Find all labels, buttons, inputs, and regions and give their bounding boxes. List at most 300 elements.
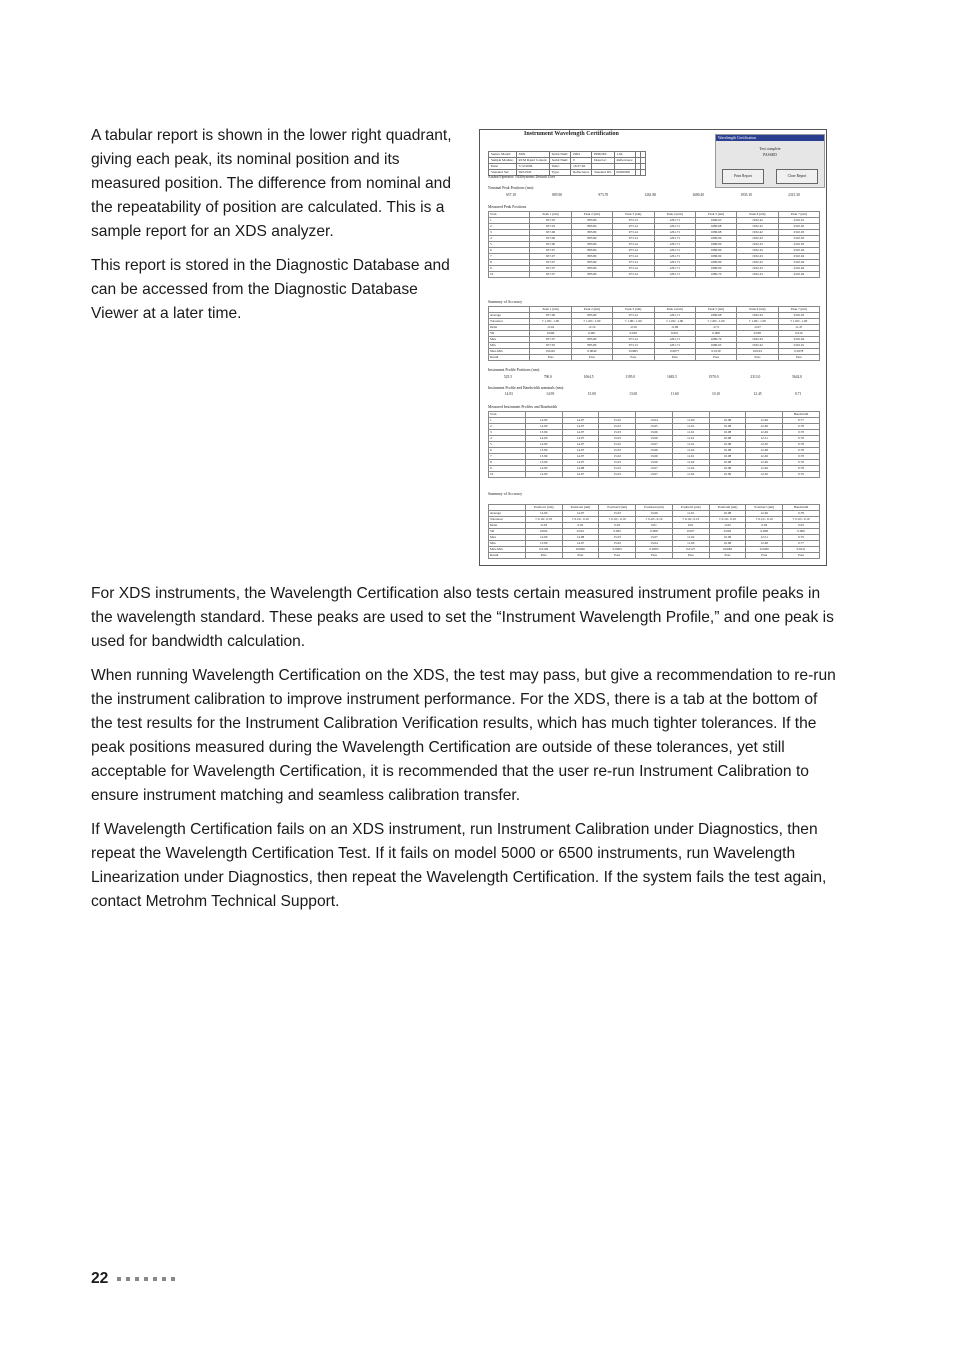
accuracy2-cell: 0.002 (709, 529, 746, 535)
accuracy2-cell: SD (489, 529, 526, 535)
profile-cell: 0.79 (783, 472, 820, 478)
measured-cell: 885.80 (571, 218, 612, 224)
measured-cell: Peak 5 (nm) (695, 212, 736, 218)
measured-cell: 973.14 (613, 260, 654, 266)
accuracy-cell: 1932.43 (737, 337, 778, 343)
accuracy2-cell: 0.0211 (783, 547, 820, 553)
dialog-title-bar: Wavelength Certification (716, 135, 824, 141)
accuracy2-cell: 0.008 (746, 529, 783, 535)
measured-cell: 9 (489, 266, 530, 272)
accuracy2-cell: 0.01 (672, 523, 709, 529)
measured-cell: 1680.70 (695, 272, 736, 278)
measured-cell: 1 (489, 218, 530, 224)
measured-cell: Peak 3 (nm) (613, 212, 654, 218)
profile-accuracy-table (488, 504, 820, 559)
measured-cell: 885.80 (571, 224, 612, 230)
profile-cell: 11.61 (672, 424, 709, 430)
accuracy2-cell: Delta (489, 523, 526, 529)
measured-cell: 1261.71 (654, 236, 695, 242)
accuracy-cell: 1932.43 (737, 313, 778, 319)
accuracy-cell: 1261.71 (654, 343, 695, 349)
profile-cell: 14.00 (525, 442, 562, 448)
accuracy2-cell: Position5 (nm) (672, 505, 709, 511)
profile-cell: 15.03 (599, 436, 636, 442)
measured-cell: 885.80 (571, 248, 612, 254)
accuracy2-cell: 0.0082 (709, 547, 746, 553)
accuracy-cell: Peak 5 (nm) (695, 307, 736, 313)
info-cell: Date: (489, 164, 517, 170)
profile-cell: 15.03 (599, 424, 636, 430)
accuracy-cell: -0.47 (778, 325, 819, 331)
profile-cell: 13.67 (636, 466, 673, 472)
profile-cell: 2 (489, 424, 526, 430)
info-cell: Reflectance (571, 170, 592, 176)
measured-cell: 973.14 (613, 248, 654, 254)
accuracy2-cell: Pass (746, 553, 783, 559)
profile-cell: 11.62 (672, 460, 709, 466)
profile-cell: 10.08 (709, 466, 746, 472)
info-row (489, 158, 646, 164)
accuracy-cell: 0.008 (695, 331, 736, 337)
accuracy-cell: -0.56 (613, 325, 654, 331)
accuracy2-cell: -0.03 (525, 523, 562, 529)
accuracy2-cell: 14.97 (562, 541, 599, 547)
profile-cell: 6 (489, 448, 526, 454)
profile-cell: 14.97 (562, 436, 599, 442)
measured-cell: 973.14 (613, 242, 654, 248)
profile-cell: 14.00 (525, 472, 562, 478)
info-cell: 7/12/2006 (516, 164, 549, 170)
profile-cell: 15.02 (599, 418, 636, 424)
profile-cell: 13.66 (636, 454, 673, 460)
accuracy2-cell: 13.67 (636, 535, 673, 541)
profile-value: 2313.0 (750, 375, 761, 379)
measured-cell: 2310.03 (778, 230, 819, 236)
accuracy2-cell: 13.99 (525, 541, 562, 547)
profile-cell: 14.00 (525, 466, 562, 472)
certification-dialog (715, 134, 825, 188)
bandwidth-value: 15.00 (587, 392, 596, 396)
accuracy-cell: Min (489, 343, 530, 349)
accuracy-cell: 973.13 (613, 343, 654, 349)
measured-cell: 2310.04 (778, 266, 819, 272)
measured-cell: 1932.43 (737, 236, 778, 242)
accuracy-cell: 0.001 (654, 331, 695, 337)
info-cell: Sample Module: (489, 158, 517, 164)
profile-cell: 14.97 (562, 454, 599, 460)
profile-cell: 10.08 (709, 436, 746, 442)
accuracy-cell: 0.0163 (737, 349, 778, 355)
profile-cell: 15.03 (599, 448, 636, 454)
accuracy2-cell: 10.08 (709, 541, 746, 547)
accuracy2-cell: ± 0.10/- 0.10 (562, 517, 599, 523)
accuracy-cell: Average (489, 313, 530, 319)
info-cell: 0 (571, 158, 592, 164)
accuracy2-cell: 15.03 (599, 535, 636, 541)
accuracy-cell: SD (489, 331, 530, 337)
measured-cell: 2310.04 (778, 260, 819, 266)
measured-row (489, 272, 820, 278)
profile-cell: 14.00 (525, 418, 562, 424)
profile-cell: 14.97 (562, 472, 599, 478)
measured-cell: 973.14 (613, 266, 654, 272)
accuracy2-cell: ± 0.10/- 0.10 (709, 517, 746, 523)
info-cell: 0004 (571, 152, 592, 158)
body-paragraph-1: For XDS instruments, the Wavelength Certification also tests certain measured instrument profile peaks in the wavelength standard. These peaks are used to set the “Instrument Wavelength Profile,” and one peak is used for bandwidth calculation. (91, 585, 834, 650)
nominal-value: 1680.40 (692, 193, 705, 197)
measured-cell: 1680.69 (695, 254, 736, 260)
body-paragraph-2: When running Wavelength Certification on the XDS, the test may pass, but give a recommendation to re-run the instrument calibration to improve instrument performance. For the XDS, there is a tab at the bottom of the test results for the Instrument Calibration Verification results, which has much tighter tolerances. If the peak positions measured during the Wavelength Certification are outside of these tolerances, yet still acceptable for Wavelength Certification, it is recommended that the user re-run Instrument Calibration to ensure instrument matching and seamless calibration transfer. (91, 667, 836, 804)
profile-cell: 11.61 (672, 436, 709, 442)
accuracy2-cell: 0.002 (599, 529, 636, 535)
accuracy-cell: 657.06 (530, 313, 571, 319)
measured-cell: 1261.71 (654, 242, 695, 248)
profile-cell: 0.78 (783, 436, 820, 442)
measured-cell: 1261.71 (654, 218, 695, 224)
profile-cell: 14.00 (525, 424, 562, 430)
bandwidth-value: 14.03 (504, 392, 513, 396)
print-report-button[interactable]: Print Report (722, 169, 764, 184)
accuracy-cell: 0.0278 (778, 349, 819, 355)
profile-cell: 12.50 (746, 472, 783, 478)
profile-cell: 14.97 (562, 448, 599, 454)
measured-cell: 8 (489, 260, 530, 266)
accuracy-cell: 2310.03 (778, 313, 819, 319)
accuracy2-cell: 13.64 (636, 541, 673, 547)
profile-cell: 10.08 (709, 448, 746, 454)
profile-cell: 0.78 (783, 430, 820, 436)
measured-cell: 1932.43 (737, 248, 778, 254)
accuracy2-cell: ± 0.10/- 0.10 (599, 517, 636, 523)
profile-value: 5642.0 (792, 375, 802, 379)
profile-cell: 13.67 (636, 472, 673, 478)
accuracy2-cell: 11.62 (672, 535, 709, 541)
profile-cell: 13.99 (525, 454, 562, 460)
accuracy2-heading: Summary of Accuracy (488, 492, 523, 496)
profile-cell: 15.02 (599, 454, 636, 460)
accuracy2-cell: 0.01 (636, 523, 673, 529)
profile-cell: 14.00 (525, 436, 562, 442)
measured-cell: 973.14 (613, 224, 654, 230)
measured-cell: 2 (489, 224, 530, 230)
info-cell: RCM Rapid Content (516, 158, 549, 164)
accuracy2-cell: 0.03 (783, 523, 820, 529)
profile-cell: 10.08 (709, 454, 746, 460)
profile-cell: 9 (489, 466, 526, 472)
accuracy2-row (489, 505, 820, 511)
accuracy2-cell: Pass (672, 553, 709, 559)
measured-cell: 657.06 (530, 230, 571, 236)
profile-cell: 10 (489, 472, 526, 478)
info-cell: Serial Num: (549, 152, 570, 158)
profile-cell: 14.97 (562, 424, 599, 430)
measured-cell: 1261.71 (654, 266, 695, 272)
nominal-value: 657.10 (506, 193, 516, 197)
measured-cell: 5 (489, 242, 530, 248)
profile-cell: 0.78 (783, 466, 820, 472)
accuracy-cell: Pass (654, 355, 695, 361)
accuracy-cell: ± 1.00/- 1.00 (778, 319, 819, 325)
measured-cell: 1261.71 (654, 254, 695, 260)
accuracy2-cell: 11.61 (672, 511, 709, 517)
accuracy2-cell: 12.49 (746, 511, 783, 517)
accuracy2-cell: Result (489, 553, 526, 559)
accuracy2-cell: 12.48 (746, 541, 783, 547)
accuracy2-row (489, 553, 820, 559)
measured-cell: 1261.71 (654, 272, 695, 278)
footer-dots (117, 1277, 175, 1281)
info-cell: Standard ID: (592, 170, 614, 176)
accuracy2-cell: Max (489, 535, 526, 541)
accuracy2-cell: ± 0.10/- 0.10 (636, 517, 673, 523)
measured-cell: 1680.63 (695, 218, 736, 224)
accuracy-cell: Peak 6 (nm) (737, 307, 778, 313)
profile-cell: 15.03 (599, 460, 636, 466)
accuracy-cell: 0.001 (571, 331, 612, 337)
accuracy-cell: 0.0077 (654, 349, 695, 355)
measured-cell: Peak 2 (nm) (571, 212, 612, 218)
profile-cell: 12.49 (746, 424, 783, 430)
measured-peaks-table (488, 211, 820, 278)
measured-cell: 657.03 (530, 224, 571, 230)
profile-cell: 11.61 (672, 442, 709, 448)
measured-cell: 1932.43 (737, 254, 778, 260)
accuracy2-cell: 14.00 (525, 535, 562, 541)
accuracy-cell: ± 1.00/- 1.00 (571, 319, 612, 325)
accuracy-cell: ± 1.00/- 1.00 (530, 319, 571, 325)
profile-cell: 0.78 (783, 454, 820, 460)
accuracy-cell: Pass (530, 355, 571, 361)
profile-cell: 13.66 (636, 448, 673, 454)
measured-cell: 885.80 (571, 236, 612, 242)
accuracy2-row (489, 517, 820, 523)
profile-cell: 12.48 (746, 448, 783, 454)
accuracy-cell: 0.005 (737, 331, 778, 337)
profile-cell: 11.62 (672, 448, 709, 454)
measured-cell: 2310.04 (778, 272, 819, 278)
profile-cell: 12.49 (746, 466, 783, 472)
profile-cell: 13.64 (636, 418, 673, 424)
measured-cell: 6 (489, 248, 530, 254)
accuracy-row (489, 355, 820, 361)
accuracy2-cell: Pass (525, 553, 562, 559)
accuracy-cell: Peak 3 (nm) (613, 307, 654, 313)
measured-cell: 4 (489, 236, 530, 242)
measured-cell: 1680.69 (695, 236, 736, 242)
measured-cell: 2310.02 (778, 224, 819, 230)
page-footer (91, 1270, 175, 1288)
measured-cell: 1261.71 (654, 224, 695, 230)
profile-cell: 7 (489, 454, 526, 460)
accuracy2-cell: 14.97 (562, 511, 599, 517)
accuracy2-cell: 0.006 (783, 529, 820, 535)
profile-cell: 13.99 (525, 430, 562, 436)
accuracy2-cell: 0.001 (562, 529, 599, 535)
measured-cell: 1932.43 (737, 260, 778, 266)
measured-cell: 973.13 (613, 218, 654, 224)
profile-cell: 0.78 (783, 424, 820, 430)
nominal-value: 1261.80 (644, 193, 657, 197)
measured-heading: Measured Peak Positions (488, 205, 527, 209)
accuracy2-cell: ± 0.10/- 0.10 (672, 517, 709, 523)
accuracy-heading: Summary of Accuracy (488, 300, 523, 304)
accuracy2-cell: Pass (562, 553, 599, 559)
profile-value: 1195.0 (625, 375, 636, 379)
profile-cell: 12.50 (746, 442, 783, 448)
accuracy2-cell: -0.02 (709, 523, 746, 529)
accuracy2-cell: 0.04 (746, 523, 783, 529)
accuracy2-cell: ± 0.12/- 0.10 (746, 517, 783, 523)
profile-cell: 10.08 (709, 418, 746, 424)
intro-paragraph-1: A tabular report is shown in the lower right quadrant, giving each peak, its nominal position and its measured position. The difference from nominal and the repeatability of position are calculated. This is a sample report for an XDS analyzer. (91, 127, 452, 240)
accuracy2-cell: 12.51 (746, 535, 783, 541)
accuracy2-cell: 0.0129 (525, 547, 562, 553)
bandwidth-value: 0.71 (794, 392, 802, 396)
accuracy2-cell: Position2 (nm) (562, 505, 599, 511)
measured-cell: 2310.04 (778, 248, 819, 254)
profile-cell: 12.49 (746, 454, 783, 460)
info-cell: Reflectance (614, 158, 635, 164)
profile-cell: 15.03 (599, 472, 636, 478)
info-cell: SRS1920 (516, 170, 549, 176)
measured-cell: 1680.68 (695, 230, 736, 236)
profile-cell: 14.97 (562, 430, 599, 436)
accuracy-cell: ± 1.00/- 1.00 (654, 319, 695, 325)
accuracy-cell: 0.010 (778, 331, 819, 337)
profile-cell: 11.62 (672, 472, 709, 478)
accuracy2-cell: 0.0127 (672, 547, 709, 553)
profile-cell: 13.65 (636, 424, 673, 430)
nominal-value: 1935.10 (740, 193, 752, 197)
profile-values (488, 375, 818, 380)
accuracy-cell: Pass (571, 355, 612, 361)
accuracy2-cell: Position3 (nm) (599, 505, 636, 511)
accuracy-cell: 0.0065 (613, 349, 654, 355)
accuracy-cell: 1932.42 (737, 343, 778, 349)
measured-cell: 2310.03 (778, 236, 819, 242)
accuracy2-cell: Min (489, 541, 526, 547)
accuracy2-cell: Pass (636, 553, 673, 559)
measured-cell: Peak 4 (nm) (654, 212, 695, 218)
accuracy-cell: 657.05 (530, 343, 571, 349)
intro-paragraph-2: This report is stored in the Diagnostic Database and can be accessed from the Diagnostic Database Viewer at a later time. (91, 257, 450, 322)
bandwidth-value: 11.60 (670, 392, 679, 396)
accuracy2-cell: 0.0063 (599, 547, 636, 553)
profile-value: 790.0 (543, 375, 552, 379)
measured-cell: 657.05 (530, 218, 571, 224)
measured-profile-heading: Measured Instrument Profiles and Bandwidth (488, 405, 558, 409)
accuracy-cell: Peak 7 (nm) (778, 307, 819, 313)
measured-cell: 657.07 (530, 272, 571, 278)
measured-cell: 1680.69 (695, 248, 736, 254)
bandwidth-value: 12.45 (753, 392, 762, 396)
accuracy2-cell: 0.0283 (636, 547, 673, 553)
info-cell: 00000000 (614, 170, 635, 176)
measured-cell: 973.14 (613, 236, 654, 242)
accuracy2-cell: 13.66 (636, 511, 673, 517)
profile-value: 1970.0 (708, 375, 719, 379)
info-cell: Sensor Model: (489, 152, 517, 158)
nominal-values (488, 193, 818, 198)
accuracy2-cell: 0.008 (636, 529, 673, 535)
profile-cell: 12.49 (746, 460, 783, 466)
accuracy2-cell: 11.60 (672, 541, 709, 547)
profile-cell: 12.51 (746, 436, 783, 442)
accuracy2-cell: 0.007 (672, 529, 709, 535)
accuracy2-cell: Pass (709, 553, 746, 559)
measured-cell: 10 (489, 272, 530, 278)
accuracy-cell: -0.04 (530, 325, 571, 331)
profile-cell: 0.78 (783, 442, 820, 448)
nominal-value: 2315.30 (788, 193, 800, 197)
accuracy2-cell: 14.00 (525, 511, 562, 517)
measured-cell: 973.14 (613, 230, 654, 236)
profile-value: 525.5 (503, 375, 512, 379)
accuracy2-cell: Position1 (nm) (525, 505, 562, 511)
profile-cell: 14.97 (562, 460, 599, 466)
profile-cell: 11.61 (672, 454, 709, 460)
measured-cell: 885.80 (571, 272, 612, 278)
measured-profile-table (488, 411, 820, 478)
profile-cell: 13.66 (636, 460, 673, 466)
accuracy-cell: 973.14 (613, 337, 654, 343)
accuracy-cell: 1261.71 (654, 313, 695, 319)
accuracy2-cell: 0.004 (525, 529, 562, 535)
close-report-button[interactable]: Close Report (776, 169, 818, 184)
info-cell: Serial Num: (549, 158, 570, 164)
page-number: 22 (91, 1270, 109, 1287)
measured-cell: 1932.42 (737, 224, 778, 230)
profile-cell: 14.98 (562, 466, 599, 472)
accuracy-cell: Peak 4 (nm) (654, 307, 695, 313)
profile-cell: 0.78 (783, 460, 820, 466)
nominal-heading: Nominal Peak Positions (nm): (488, 186, 534, 190)
accuracy2-cell: 0.02 (562, 523, 599, 529)
profile-cell: 13.66 (636, 436, 673, 442)
measured-cell: 1932.42 (737, 230, 778, 236)
info-cell: EPROM: (592, 152, 614, 158)
measured-cell: 885.80 (571, 266, 612, 272)
author-line: Author/Operator: NIRSystems Default User (488, 175, 555, 179)
measured-cell: 2310.01 (778, 218, 819, 224)
accuracy-cell: 0.002 (613, 331, 654, 337)
measured-cell: 1932.43 (737, 266, 778, 272)
measured-cell: Peak 7 (nm) (778, 212, 819, 218)
accuracy-cell: 885.80 (571, 313, 612, 319)
measured-cell: 1261.71 (654, 230, 695, 236)
accuracy-cell: Pass (778, 355, 819, 361)
accuracy2-cell: 14.98 (562, 535, 599, 541)
accuracy-cell: ± 1.00/- 1.00 (695, 319, 736, 325)
profile-cell: 13.99 (525, 448, 562, 454)
profile-cell: 1 (489, 418, 526, 424)
accuracy-cell: -0.09 (654, 325, 695, 331)
measured-cell: 3 (489, 230, 530, 236)
nominal-value: 885.90 (552, 193, 563, 197)
nominal-value: 973.70 (598, 193, 609, 197)
bandwidth-value: 10.10 (711, 392, 721, 396)
measured-cell: 7 (489, 254, 530, 260)
profile-cell: 11.61 (672, 430, 709, 436)
profile-cell: 15.03 (599, 430, 636, 436)
accuracy-cell: 657.07 (530, 337, 571, 343)
accuracy2-cell: Max-Min (489, 547, 526, 553)
measured-cell: 1680.69 (695, 260, 736, 266)
profile-cell: 13.66 (636, 430, 673, 436)
measured-cell: 1261.71 (654, 248, 695, 254)
accuracy-cell: 1680.63 (695, 343, 736, 349)
measured-cell: 2310.04 (778, 254, 819, 260)
